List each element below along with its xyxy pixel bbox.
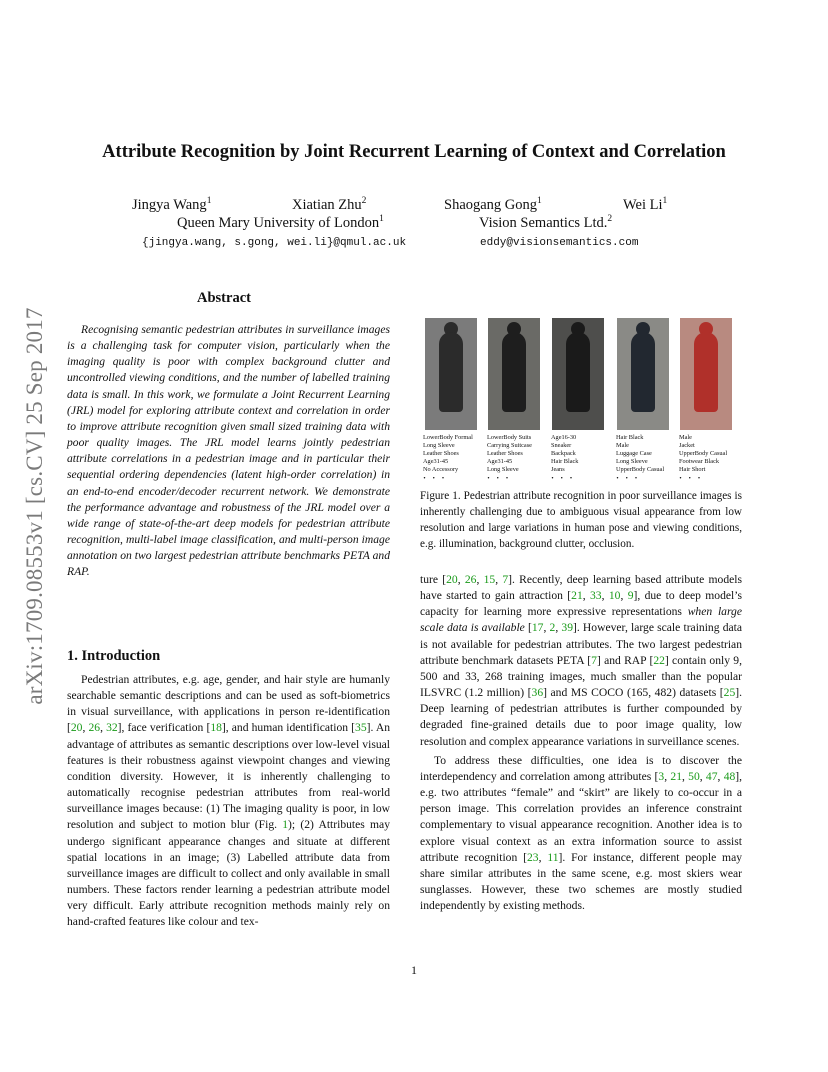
citation-link[interactable]: 20 xyxy=(446,573,458,586)
citation-link[interactable]: 3 xyxy=(658,769,665,783)
citation-link[interactable]: 10 xyxy=(608,589,621,603)
citation-link[interactable]: 21 xyxy=(670,769,682,783)
citation-link[interactable]: 32 xyxy=(106,721,118,735)
email-2[interactable]: eddy@visionsemantics.com xyxy=(480,237,639,249)
pedestrian-image-1 xyxy=(425,318,477,430)
pedestrian-image-3 xyxy=(552,318,604,430)
citation-link[interactable]: 9 xyxy=(627,589,634,603)
citation-link[interactable]: 20 xyxy=(70,721,83,735)
citation-link[interactable]: 23 xyxy=(526,850,539,864)
arxiv-stamp-text: arXiv:1709.08553v1 [cs.CV] 25 Sep 2017 xyxy=(22,307,47,705)
attribute-list-2: LowerBody Suits Carrying Suitcase Leather Shoes Age31-45 Long Sleeve · · · xyxy=(487,434,532,484)
intro-paragraph-1: Pedestrian attributes, e.g. age, gender, and hair style are humanly searchable semantic descriptions and can be used as soft-biometrics in visual surveillance, with applications in person re-identification [20, 26, 32], face verification [18], and human identification [35]. An advantage of attributes as semantic descriptions over low-level visual features is their robustness against viewpoint changes and viewing condition diversity. However, it is inherently challenging to automatically recognise pedestrian attributes from real-world surveillance images because: (1) The imaging quality is poor, in low resolution and subject to motion blur (Fig. 1); (2) Attributes may undergo significant appearance changes and situate at different spatial locations in an image; (3) Labelled attribute data from surveillance images are difficult to collect and only available in small numbers. These factors render learning a pedestrian attribute model very difficult. Early attribute recognition methods mainly rely on hand-crafted features like colour and tex- xyxy=(67,673,391,929)
attribute-list-4: Hair Black Male Luggage Case Long Sleeve UpperBody Casual · · · xyxy=(616,434,665,484)
citation-link[interactable]: 39 xyxy=(561,621,573,635)
figure-1 xyxy=(421,318,739,486)
author-4: Wei Li$^1$ xyxy=(623,196,668,213)
paper-title: Attribute Recognition by Joint Recurrent Learning of Context and Correlation xyxy=(102,142,726,162)
figure-1-caption: Figure 1. Pedestrian attribute recognition in poor surveillance images is inherently challenging due to ambiguous visual appearance from low resolution and large variations in human pose and viewing conditions, e.g. illumination, background clutter, occlusion. xyxy=(420,490,742,550)
intro-paragraph-3: To address these difficulties, one idea is to discover the interdependency and correlation among attributes [3, 21, 50, 47, 48], e.g. two attributes “female” and “skirt” are likely to co-occur in a person image. This correlation provides an inference constraint complementary to visual appearance recognition. Another idea is to explore visual context as an extra information source to assist attribute recognition [23, 11]. For instance, different people may share similar attributes in the same scene, e.g. most skiers wear sunglasses. However, these two schemes are mostly studied independently by existing methods. xyxy=(420,753,743,913)
author-1: Jingya Wang$^1$ xyxy=(132,196,212,213)
citation-link[interactable]: 7 xyxy=(591,653,597,667)
citation-link[interactable]: 48 xyxy=(723,769,736,783)
citation-link[interactable]: 33 xyxy=(590,589,602,603)
arxiv-stamp xyxy=(22,286,48,726)
page-number: 1 xyxy=(411,963,417,977)
intro-paragraph-2: ture [20, 26, 15, 7]. Recently, deep learning based attribute models have started to gain attraction [21, 33, 10, 9], due to deep model’s capacity for learning more expressive representations when large scale data is available [17, 2, 39]. However, large scale training data is not available for pedestrian attributes. The two largest pedestrian attribute benchmark datasets PETA [7] and RAP [22] contain only 9, 500 and 33, 268 training images, much smaller than the popular ILSVRC (1.2 million) [36] and MS COCO (165, 482) datasets [25]. Deep learning of pedestrian attributes is further compounded by degraded fine-grained details due to poor image quality, low resolution and complex appearance variations in surveillance scenes. xyxy=(420,573,743,748)
citation-link[interactable]: 21 xyxy=(571,589,583,603)
email-1[interactable]: {jingya.wang, s.gong, wei.li}@qmul.ac.uk xyxy=(142,237,407,249)
figure-link[interactable]: 1 xyxy=(282,818,289,832)
citation-link[interactable]: 15 xyxy=(483,573,496,586)
affiliation-1: Queen Mary University of London$^1$ xyxy=(177,214,384,231)
citation-link[interactable]: 26 xyxy=(88,721,101,735)
citation-link[interactable]: 22 xyxy=(653,653,665,667)
citation-link[interactable]: 26 xyxy=(464,573,477,586)
citation-link[interactable]: 50 xyxy=(688,769,700,783)
pedestrian-image-4 xyxy=(617,318,669,430)
author-3: Shaogang Gong$^1$ xyxy=(444,196,542,213)
introduction-heading: 1. Introduction xyxy=(67,648,161,664)
abstract-body: Recognising semantic pedestrian attributes in surveillance images is a challenging task for computer vision, particularly when the imaging quality is poor with complex background clutter and uncontrolled viewing conditions, and the number of labelled training data is small. In this work, we formulate a Joint Recurrent Learning (JRL) model for exploring attribute context and correlation in order to improve attribute recognition given small sized training data with poor quality images. The JRL model learns jointly pedestrian attribute correlations in a pedestrian image and in particular their sequential ordering dependencies (latent high-order correlation) in an end-to-end encoder/decoder recurrent network. We demonstrate the performance advantage and robustness of the JRL model over a wide range of state-of-the-art deep models for pedestrian attribute recognition, multi-label image classification, and multi-person image annotation on two largest pedestrian attribute benchmarks PETA and RAP. xyxy=(67,323,390,579)
pedestrian-image-2 xyxy=(488,318,540,430)
citation-link[interactable]: 25 xyxy=(723,686,736,700)
abstract-heading: Abstract xyxy=(197,290,251,306)
intro-column-left xyxy=(67,672,390,931)
attribute-list-1: LowerBody Formal Long Sleeve Leather Shoes Age31-45 No Accessory · · · xyxy=(423,434,473,484)
intro-column-right xyxy=(420,572,742,914)
citation-link[interactable]: 36 xyxy=(531,686,544,700)
citation-link[interactable]: 11 xyxy=(547,850,559,864)
attribute-list-5: Male Jacket UpperBody Casual Footwear Black Hair Short · · · xyxy=(679,434,728,484)
citation-link[interactable]: 17 xyxy=(531,621,544,635)
pedestrian-image-5 xyxy=(680,318,732,430)
author-2: Xiatian Zhu$^2$ xyxy=(292,196,367,213)
attribute-list-3: Age16-30 Sneaker Backpack Hair Black Jeans · · · xyxy=(551,434,579,484)
citation-link[interactable]: 7 xyxy=(502,573,509,586)
citation-link[interactable]: 35 xyxy=(355,721,367,735)
citation-link[interactable]: 2 xyxy=(549,621,556,635)
affiliation-2: Vision Semantics Ltd.$^2$ xyxy=(479,214,613,231)
citation-link[interactable]: 47 xyxy=(705,769,718,783)
citation-link[interactable]: 18 xyxy=(210,721,222,735)
